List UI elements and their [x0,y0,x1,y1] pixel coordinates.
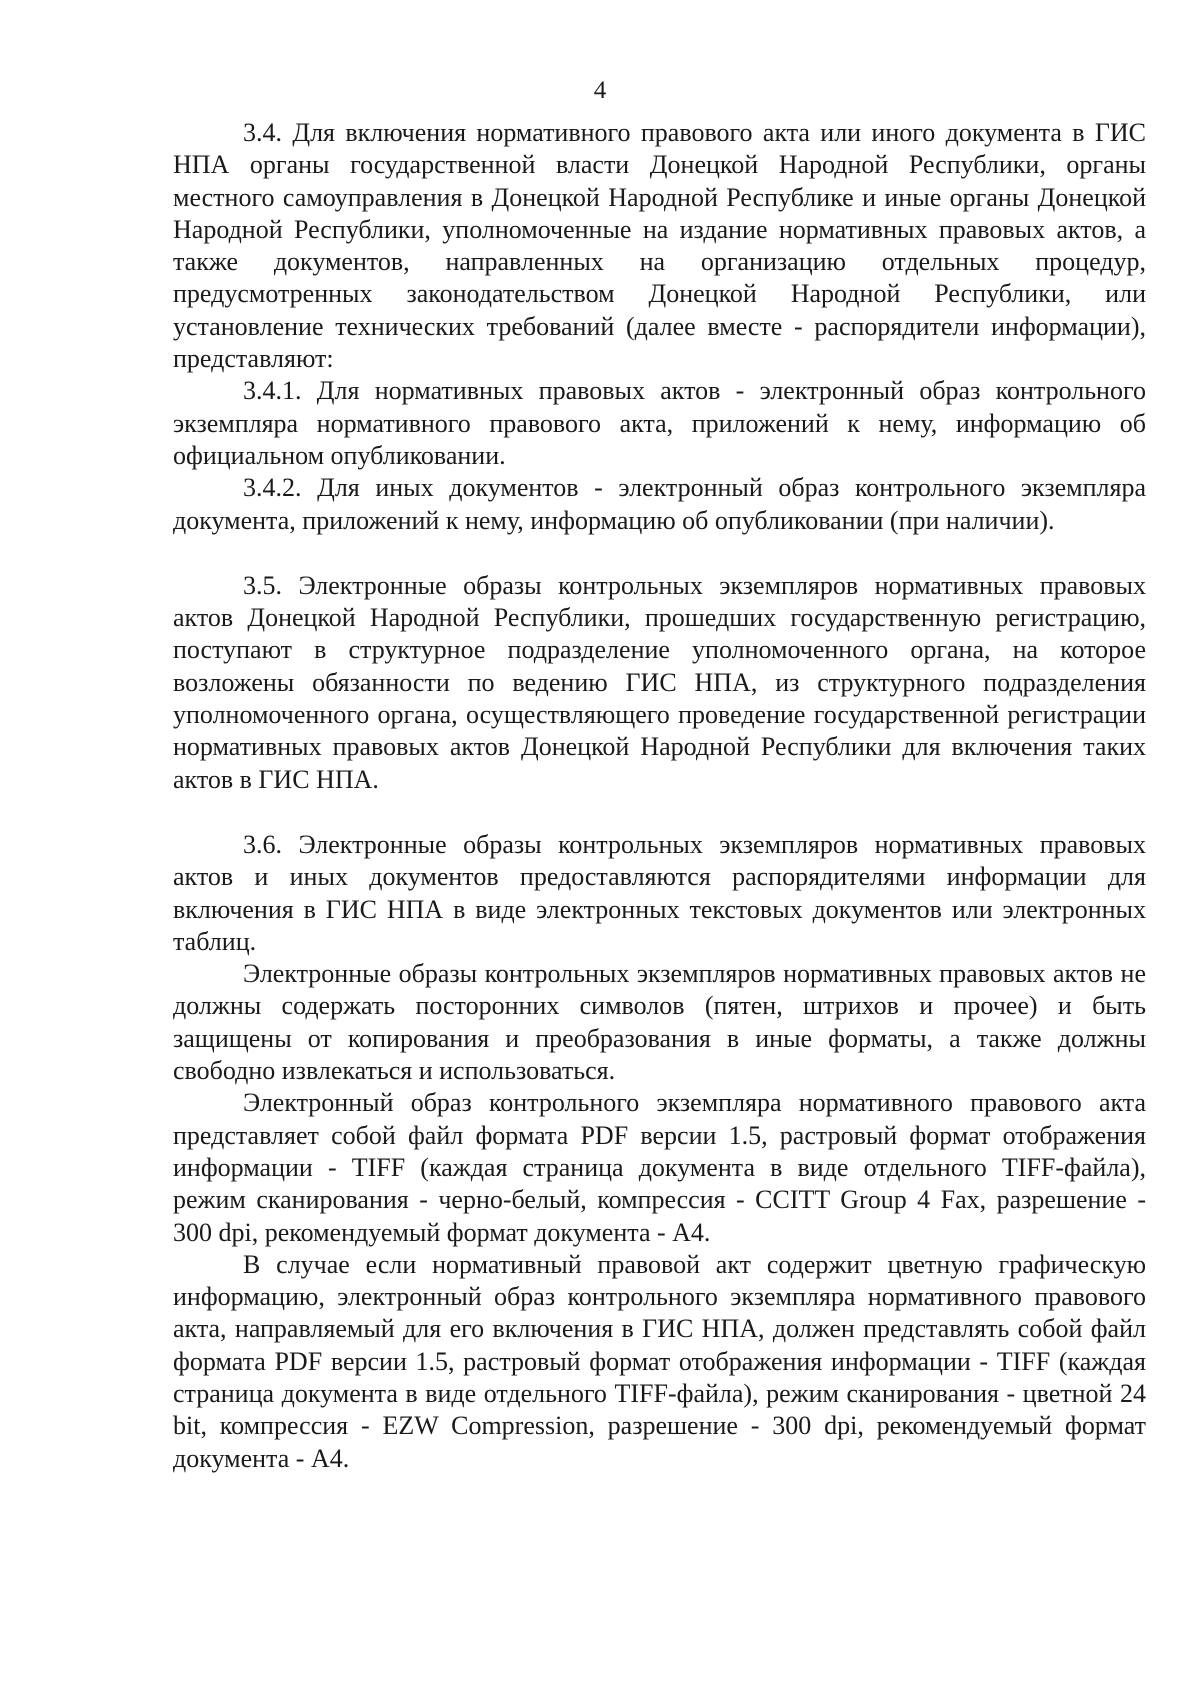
paragraph-bw-format: Электронный образ контрольного экземпляра нормативного правового акта представляет собой файл формата PDF версии 1.5, растровый формат отображения информации - TIFF (каждая страница документа в виде отдельного TIFF-файла), режим сканирования - черно-белый, компрессия - CCITT Group 4 Fax, разрешение - 300 dpi, рекомендуемый формат документа - А4. [173,1088,1146,1247]
paragraph-image-requirements: Электронные образы контрольных экземпляров нормативных правовых актов не должны содержать посторонних символов (пятен, штрихов и прочее) и быть защищены от копирования и преобразования в иные форматы, а также должны свободно извлекаться и использоваться. [173,959,1146,1086]
page-number: 4 [593,77,607,104]
paragraph-spacer [173,796,1146,829]
paragraph-3-5: 3.5. Электронные образы контрольных экземпляров нормативных правовых актов Донецкой Народной Республики, прошедших государственную регистрацию, поступают в структурное подразделение уполномоченного органа, на которое возложены обязанности по ведению ГИС НПА, из структурного подразделения уполномоченного органа, осуществляющего проведение государственной регистрации нормативных правовых актов Донецкой Народной Республики для включения таких актов в ГИС НПА. [173,570,1146,794]
paragraph-3-4-2: 3.4.2. Для иных документов - электронный образ контрольного экземпляра документа, приложений к нему, информацию об опубликовании (при наличии). [173,473,1146,535]
paragraph-color-format: В случае если нормативный правовой акт содержит цветную графическую информацию, электронный образ контрольного экземпляра нормативного правового акта, направляемый для его включения в ГИС НПА, должен представлять собой файл формата PDF версии 1.5, растровый формат отображения информации - TIFF (каждая страница документа в виде отдельного TIFF-файла), режим сканирования - цветной 24 bit, компрессия - EZW Compression, разрешение - 300 dpi, рекомендуемый формат документа - А4. [173,1249,1146,1473]
paragraph-3-4-1: 3.4.1. Для нормативных правовых актов - электронный образ контрольного экземпляра нормативного правового акта, приложений к нему, информацию об официальном опубликовании. [173,376,1146,470]
paragraph-3-4: 3.4. Для включения нормативного правового акта или иного документа в ГИС НПА органы государственной власти Донецкой Народной Республики, органы местного самоуправления в Донецкой Народной Республике и иные органы Донецкой Народной Республики, уполномоченные на издание нормативных правовых актов, а также документов, направленных на организацию отдельных процедур, предусмотренных законодательством Донецкой Народной Республики, или установление технических требований (далее вместе - распорядители информации), представляют: [173,118,1146,374]
document-body [173,117,1146,1475]
paragraph-3-6: 3.6. Электронные образы контрольных экземпляров нормативных правовых актов и иных документов предоставляются распорядителями информации для включения в ГИС НПА в виде электронных текстовых документов или электронных таблиц. [173,829,1146,956]
paragraph-spacer [173,537,1146,570]
